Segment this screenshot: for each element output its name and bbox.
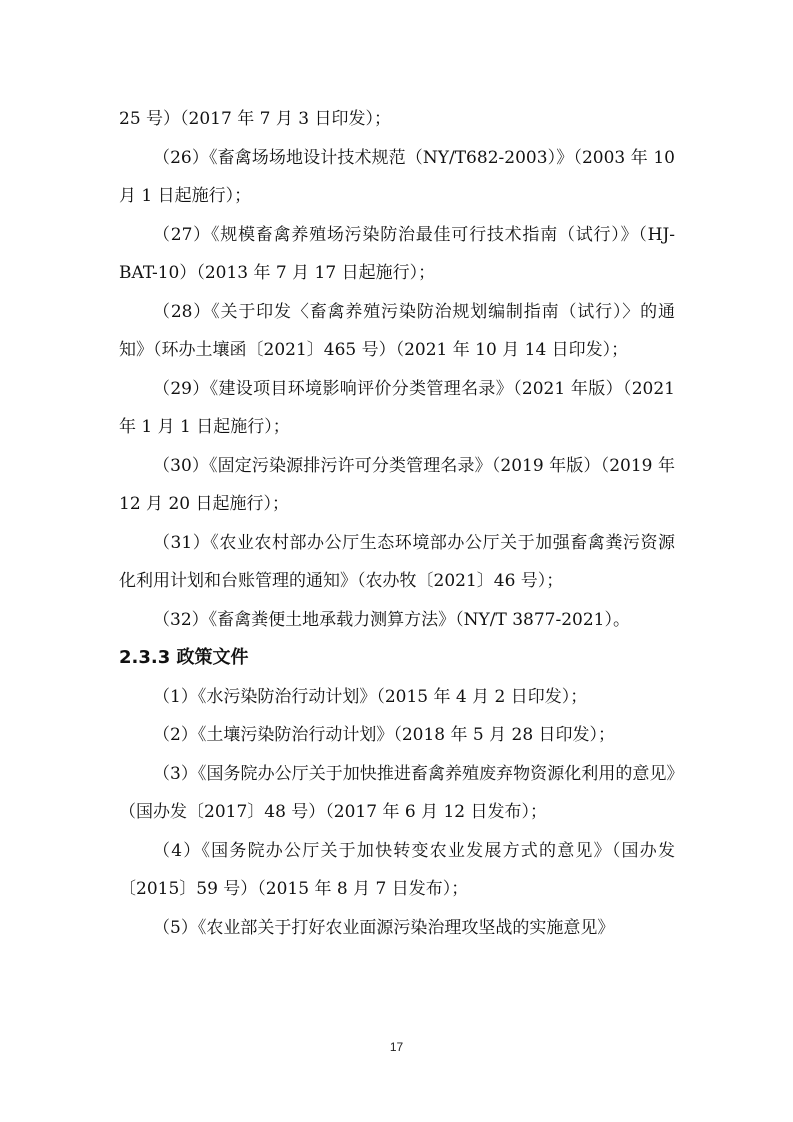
- regulation-item-29: （29）《建设项目环境影响评价分类管理名录》（2021 年版）（2021 年 1 月 1 日起施行）；: [119, 378, 675, 437]
- regulation-item-30: （30）《固定污染源排污许可分类管理名录》（2019 年版）（2019 年 12 月 20 日起施行）；: [119, 455, 675, 514]
- regulation-item-31: （31）《农业农村部办公厅生态环境部办公厅关于加强畜禽粪污资源化利用计划和台账管理的通知》（农办牧〔2021〕46 号）；: [119, 532, 675, 591]
- policy-item-4: （4）《国务院办公厅关于加快转变农业发展方式的意见》（国办发〔2015〕59 号）（2015 年 8 月 7 日发布）；: [119, 840, 675, 899]
- policy-item-2: （2）《土壤污染防治行动计划》（2018 年 5 月 28 日印发）；: [153, 725, 616, 745]
- page-number: 17: [389, 1040, 404, 1054]
- policy-item-3: （3）《国务院办公厅关于加快推进畜禽养殖废弃物资源化利用的意见》（国办发〔2017〕48 号）（2017 年 6 月 12 日发布）；: [119, 763, 675, 822]
- regulation-item-28: （28）《关于印发〈畜禽养殖污染防治规划编制指南（试行）〉的通知》（环办土壤函〔2021〕465 号）（2021 年 10 月 14 日印发）；: [119, 301, 675, 360]
- policy-item-5: （5）《农业部关于打好农业面源污染治理攻坚战的实施意见》: [153, 917, 615, 938]
- section-heading: 2.3.3 政策文件: [119, 647, 249, 668]
- paragraph-continuation: 25 号）（2017 年 7 月 3 日印发）；: [119, 109, 391, 129]
- policy-item-1: （1）《水污染防治行动计划》（2015 年 4 月 2 日印发）；: [153, 686, 588, 707]
- document-body: [119, 100, 675, 947]
- regulation-item-32: （32）《畜禽粪便土地承载力测算方法》（NY/T 3877-2021）。: [153, 609, 630, 630]
- regulation-item-26: （26）《畜禽场场地设计技术规范（NY/T682-2003）》（2003 年 10 月 1 日起施行）；: [119, 147, 675, 206]
- regulation-item-27: （27）《规模畜禽养殖场污染防治最佳可行技术指南（试行）》（HJ-BAT-10）（2013 年 7 月 17 日起施行）；: [119, 224, 675, 283]
